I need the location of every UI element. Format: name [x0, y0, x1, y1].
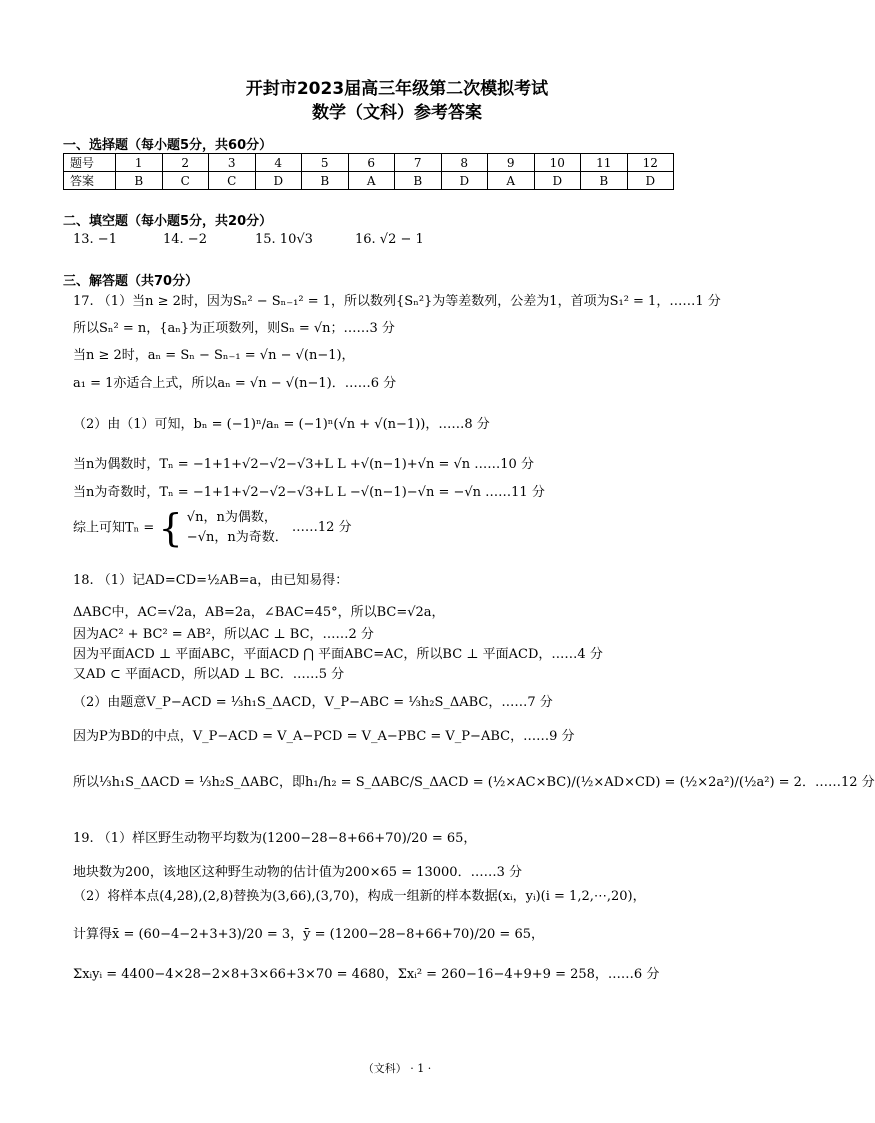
table-cell: 12 — [627, 154, 674, 172]
table-row — [64, 172, 674, 190]
table-cell: C — [162, 172, 209, 190]
table-cell: C — [209, 172, 256, 190]
q17-score: ……12 分 — [291, 520, 352, 535]
q19-line-3: （2）将样本点(4,28),(2,8)替换为(3,66),(3,70)，构成一组新的样本数据(xᵢ，yᵢ)(i = 1,2,⋯,20)， — [73, 889, 646, 904]
section-solution-heading: 三、解答题（共70分） — [63, 274, 199, 289]
q18-line-8: 所以⅓h₁S_ΔACD = ⅓h₂S_ΔABC，即h₁/h₂ = S_ΔABC/S_ΔACD = (½×AC×BC)/(½×AD×CD) = (½×2a²)/(½a²) = 2．……12 分 — [73, 775, 875, 790]
fill-answer-14: 14. −2 — [163, 232, 207, 247]
table-cell: 5 — [302, 154, 349, 172]
fill-answer-16: 16. √2 − 1 — [355, 232, 424, 247]
table-cell: B — [302, 172, 349, 190]
section-choice-heading: 一、选择题（每小题5分，共60分） — [63, 138, 273, 153]
q19-line-2: 地块数为200，该地区这种野生动物的估计值为200×65 = 13000．……3 分 — [73, 865, 522, 880]
table-cell: D — [627, 172, 674, 190]
table-cell: D — [534, 172, 581, 190]
q17-line-7: 当n为奇数时，Tₙ = −1+1+√2−√2−√3+L L −√(n−1)−√n = −√n ……11 分 — [73, 485, 545, 500]
q18-line-6: （2）由题意V_P−ACD = ⅓h₁S_ΔACD，V_P−ABC = ⅓h₂S_ΔABC，……7 分 — [73, 695, 553, 710]
case-even: √n，n为偶数， — [186, 510, 277, 525]
q17-summary-prefix: 综上可知Tₙ = — [73, 520, 155, 536]
table-cell: B — [395, 172, 442, 190]
table-cell: 3 — [209, 154, 256, 172]
page-subtitle: 数学（文科）参考答案 — [312, 103, 482, 123]
fill-answer-15: 15. 10√3 — [255, 232, 313, 247]
table-row — [64, 154, 674, 172]
table-cell: D — [441, 172, 488, 190]
table-cell: 4 — [255, 154, 302, 172]
q18-line-5: 又AD ⊂ 平面ACD，所以AD ⊥ BC．……5 分 — [73, 667, 345, 682]
row-label-answer: 答案 — [64, 172, 116, 190]
q17-line-1: 17. （1）当n ≥ 2时，因为Sₙ² − Sₙ₋₁² = 1，所以数列{Sₙ²}为等差数列，公差为1，首项为S₁² = 1，……1 分 — [73, 294, 721, 309]
q17-line-3: 当n ≥ 2时，aₙ = Sₙ − Sₙ₋₁ = √n − √(n−1)， — [73, 348, 355, 363]
left-brace: { — [158, 506, 183, 550]
q17-line-4: a₁ = 1亦适合上式，所以aₙ = √n − √(n−1)．……6 分 — [73, 376, 397, 391]
section-fill-heading: 二、填空题（每小题5分，共20分） — [63, 214, 273, 229]
table-cell: D — [255, 172, 302, 190]
table-cell: 8 — [441, 154, 488, 172]
q18-line-4: 因为平面ACD ⊥ 平面ABC，平面ACD ⋂ 平面ABC=AC，所以BC ⊥ 平面ACD，……4 分 — [73, 647, 603, 662]
table-cell: 1 — [116, 154, 163, 172]
case-odd: −√n，n为奇数． — [186, 530, 288, 545]
table-cell: 2 — [162, 154, 209, 172]
q18-line-3: 因为AC² + BC² = AB²，所以AC ⊥ BC，……2 分 — [73, 627, 374, 642]
table-cell: B — [116, 172, 163, 190]
table-cell: 10 — [534, 154, 581, 172]
q17-line-2: 所以Sₙ² = n，{aₙ}为正项数列，则Sₙ = √n；……3 分 — [73, 321, 395, 336]
q19-line-5: Σxᵢyᵢ = 4400−4×28−2×8+3×66+3×70 = 4680，Σxᵢ² = 260−16−4+9+9 = 258，……6 分 — [73, 967, 660, 982]
table-cell: A — [348, 172, 395, 190]
q17-line-6: 当n为偶数时，Tₙ = −1+1+√2−√2−√3+L L +√(n−1)+√n = √n ……10 分 — [73, 457, 534, 472]
table-cell: 7 — [395, 154, 442, 172]
q18-line-2: ΔABC中，AC=√2a，AB=2a，∠BAC=45°，所以BC=√2a， — [73, 605, 445, 620]
page-title: 开封市2023届高三年级第二次模拟考试 — [245, 79, 549, 99]
table-cell: B — [581, 172, 628, 190]
q17-cases — [187, 508, 288, 548]
page-footer: （文科） · 1 · — [362, 1062, 432, 1075]
q17-line-5: （2）由（1）可知，bₙ = (−1)ⁿ/aₙ = (−1)ⁿ(√n + √(n−1))，……8 分 — [73, 417, 490, 432]
row-label-number: 题号 — [64, 154, 116, 172]
table-cell: 6 — [348, 154, 395, 172]
q18-line-7: 因为P为BD的中点，V_P−ACD = V_A−PCD = V_A−PBC = V_P−ABC，……9 分 — [73, 729, 575, 744]
q18-line-1: 18. （1）记AD=CD=½AB=a，由已知易得： — [73, 573, 349, 588]
q19-line-4: 计算得x̄ = (60−4−2+3+3)/20 = 3，ȳ = (1200−28−8+66+70)/20 = 65， — [73, 927, 544, 942]
fill-answer-13: 13. −1 — [73, 232, 117, 247]
table-cell: A — [488, 172, 535, 190]
q17-summary — [73, 508, 352, 548]
table-cell: 11 — [581, 154, 628, 172]
table-cell: 9 — [488, 154, 535, 172]
q19-line-1: 19. （1）样区野生动物平均数为(1200−28−8+66+70)/20 = 65， — [73, 831, 477, 846]
choice-answer-table — [63, 153, 674, 190]
